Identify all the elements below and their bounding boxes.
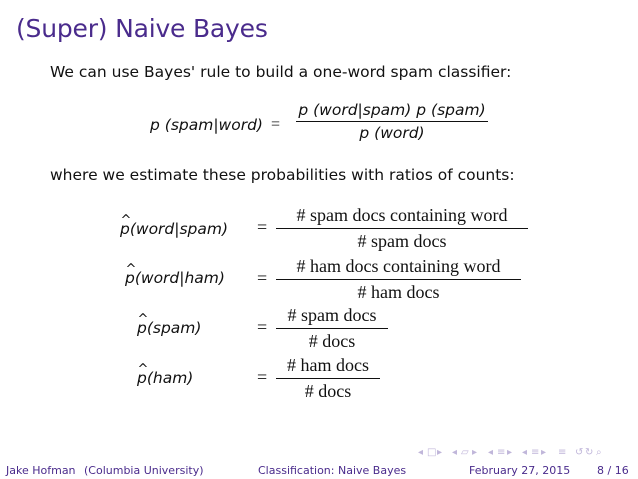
bayes-rule-equation xyxy=(150,101,510,153)
transition-text: where we estimate these probabilities with ratios of counts: xyxy=(50,166,515,184)
footer-page-number: 8 / 16 xyxy=(597,464,629,477)
bayes-lhs: p (spam|word) xyxy=(150,116,263,134)
estimate-fraction-bar xyxy=(276,378,380,379)
nav-prev-section-icon[interactable]: ◂ xyxy=(488,447,494,458)
hat-accent: ^ p xyxy=(137,319,147,337)
nav-next-frame-icon[interactable]: ▸ xyxy=(437,447,443,458)
bayes-fraction-bar xyxy=(296,121,488,122)
estimate-row xyxy=(0,303,638,353)
hat-accent: ^ p xyxy=(120,220,130,238)
nav-part-icon[interactable]: ≡ xyxy=(531,447,540,458)
estimate-numerator: # ham docs xyxy=(287,355,369,375)
estimate-fraction xyxy=(276,305,388,352)
nav-forward-icon[interactable]: ↻ xyxy=(585,447,594,458)
beamer-navigation-bar xyxy=(418,447,630,461)
footer-date: February 27, 2015 xyxy=(469,464,571,477)
nav-frame-icon[interactable]: □ xyxy=(427,447,437,458)
estimate-lhs xyxy=(125,269,225,287)
bayes-denominator: p (word) xyxy=(359,124,425,142)
estimate-lhs-text: (word|ham) xyxy=(134,269,225,287)
nav-next-section-icon[interactable]: ▸ xyxy=(507,447,513,458)
hat-accent: ^ p xyxy=(137,369,147,387)
estimate-lhs xyxy=(120,220,228,238)
estimate-equals: = xyxy=(257,268,268,288)
footer-author: Jake Hofman xyxy=(6,464,76,477)
estimate-equals: = xyxy=(257,367,268,387)
estimate-denominator: # spam docs xyxy=(357,231,447,251)
estimate-numerator: # spam docs containing word xyxy=(296,205,508,225)
nav-next-subsection-icon[interactable]: ▸ xyxy=(472,447,478,458)
estimate-lhs xyxy=(137,369,193,387)
estimate-numerator: # ham docs containing word xyxy=(296,256,501,276)
estimate-equals: = xyxy=(257,217,268,237)
slide-footer xyxy=(0,462,638,479)
nav-next-part-icon[interactable]: ▸ xyxy=(541,447,547,458)
nav-subsection-icon[interactable]: ▱ xyxy=(461,447,469,458)
estimate-fraction xyxy=(276,355,380,402)
estimate-lhs-text: (ham) xyxy=(146,369,194,387)
estimate-fraction-bar xyxy=(276,328,388,329)
estimate-lhs xyxy=(137,319,201,337)
nav-section-icon[interactable]: ≡ xyxy=(497,447,506,458)
estimate-row xyxy=(0,254,638,304)
footer-institution: (Columbia University) xyxy=(84,464,204,477)
bayes-numerator: p (word|spam) p (spam) xyxy=(298,101,486,119)
estimate-denominator: # docs xyxy=(304,381,352,401)
hat-accent: ^ p xyxy=(125,269,135,287)
intro-text: We can use Bayes' rule to build a one-word spam classifier: xyxy=(50,63,512,81)
estimate-fraction-bar xyxy=(276,279,521,280)
bayes-equals: = xyxy=(271,116,281,133)
nav-appendix-icon[interactable]: ≡ xyxy=(558,447,567,458)
estimate-lhs-text: (word|spam) xyxy=(129,220,229,238)
estimate-fraction xyxy=(276,205,528,252)
estimate-denominator: # docs xyxy=(308,331,356,351)
estimate-denominator: # ham docs xyxy=(357,282,440,302)
estimate-lhs-text: (spam) xyxy=(146,319,202,337)
estimate-numerator: # spam docs xyxy=(287,305,377,325)
estimate-equals: = xyxy=(257,317,268,337)
estimate-fraction xyxy=(276,256,521,303)
slide-title: (Super) Naive Bayes xyxy=(16,14,268,43)
estimate-row xyxy=(0,353,638,403)
footer-short-title: Classification: Naive Bayes xyxy=(258,464,407,477)
nav-prev-part-icon[interactable]: ◂ xyxy=(522,447,528,458)
estimate-row xyxy=(0,203,638,253)
nav-back-icon[interactable]: ↺ xyxy=(575,447,584,458)
nav-prev-subsection-icon[interactable]: ◂ xyxy=(452,447,458,458)
nav-prev-frame-icon[interactable]: ◂ xyxy=(418,447,424,458)
estimate-fraction-bar xyxy=(276,228,528,229)
bayes-fraction xyxy=(296,101,488,142)
nav-search-icon[interactable]: ⌕ xyxy=(596,447,602,458)
